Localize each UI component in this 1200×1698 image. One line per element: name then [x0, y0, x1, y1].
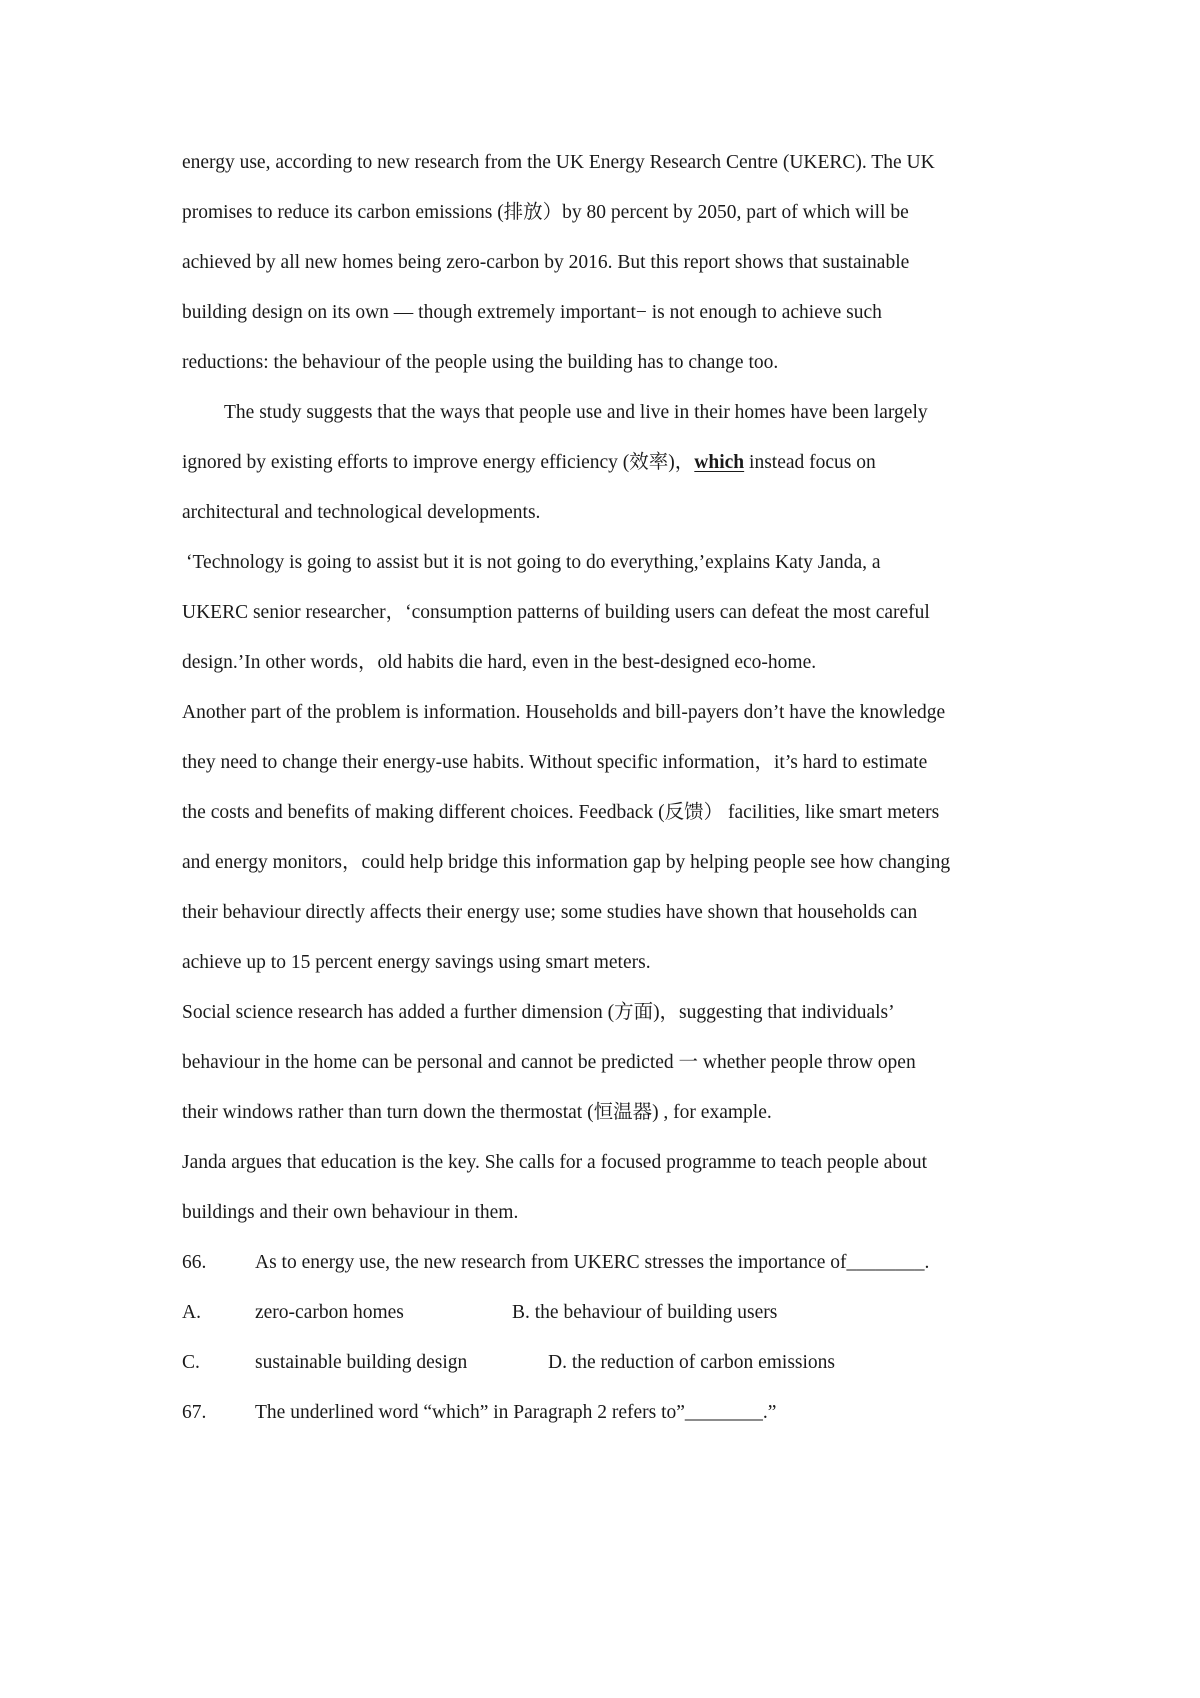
passage-line: Social science research has added a further dimension (方面)，suggesting that individuals’ [182, 1002, 895, 1023]
passage-text: instead focus on [744, 452, 876, 473]
passage-line: they need to change their energy-use habits. Without specific information，it’s hard to estimate [182, 752, 928, 773]
passage-line: UKERC senior researcher，‘consumption patterns of building users can defeat the most careful [182, 602, 930, 623]
passage-line: Another part of the problem is information. Households and bill-payers don’t have the knowledge [182, 702, 946, 723]
passage-line: promises to reduce its carbon emissions (排放）by 80 percent by 2050, part of which will be [182, 202, 909, 223]
question-text: The underlined word “which” in Paragraph 2 refers to”________.” [255, 1402, 777, 1423]
passage-text: ignored by existing efforts to improve energy efficiency (效率)， [182, 452, 695, 473]
question-text: As to energy use, the new research from UKERC stresses the importance of________. [255, 1252, 930, 1273]
passage-line: design.’In other words，old habits die hard, even in the best-designed eco-home. [182, 652, 817, 673]
passage-line: The study suggests that the ways that people use and live in their homes have been largely [224, 402, 928, 423]
passage-line: Janda argues that education is the key. She calls for a focused programme to teach people about [182, 1152, 928, 1173]
option-c-letter: C. [182, 1352, 200, 1373]
passage-line: ‘Technology is going to assist but it is not going to do everything,’explains Katy Janda, a [186, 552, 881, 573]
option-c-text: sustainable building design [255, 1352, 468, 1373]
passage-line: architectural and technological developments. [182, 502, 541, 523]
question-number: 67. [182, 1402, 207, 1423]
underlined-word: which [694, 452, 745, 473]
passage-line: reductions: the behaviour of the people using the building has to change too. [182, 352, 779, 373]
passage-line: the costs and benefits of making different choices. Feedback (反馈） facilities, like smart meters [182, 802, 940, 823]
passage-line: their behaviour directly affects their energy use; some studies have shown that households can [182, 902, 918, 923]
question-number: 66. [182, 1252, 207, 1273]
option-a-text: zero-carbon homes [255, 1302, 404, 1323]
passage-line: achieve up to 15 percent energy savings using smart meters. [182, 952, 651, 973]
passage-line: and energy monitors，could help bridge this information gap by helping people see how changing [182, 852, 951, 873]
passage-line: building design on its own — though extremely important− is not enough to achieve such [182, 302, 882, 323]
passage-line: achieved by all new homes being zero-carbon by 2016. But this report shows that sustainable [182, 252, 910, 273]
option-a-letter: A. [182, 1302, 201, 1323]
passage-line: buildings and their own behaviour in them. [182, 1202, 519, 1223]
option-b: B. the behaviour of building users [512, 1302, 778, 1323]
option-d: D. the reduction of carbon emissions [548, 1352, 836, 1373]
passage-line: their windows rather than turn down the thermostat (恒温器) , for example. [182, 1102, 772, 1123]
passage-line: energy use, according to new research from the UK Energy Research Centre (UKERC). The UK [182, 152, 935, 173]
passage-line [182, 453, 876, 473]
passage-line: behaviour in the home can be personal and cannot be predicted 一 whether people throw open [182, 1052, 916, 1073]
